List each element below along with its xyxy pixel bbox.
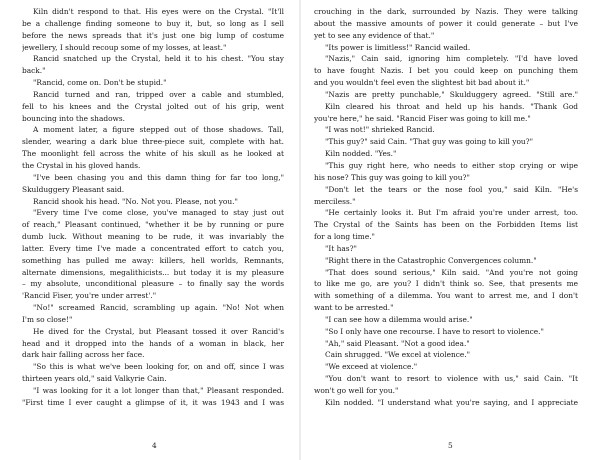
text-line: be a challenge finding someone to buy it, but, so long as I sell [22, 18, 284, 28]
text-line: jewellery, I should recoup some of my losses, at least." [22, 42, 227, 52]
text-line: dumb luck. Without meaning to be rude, it was invariably the [22, 232, 284, 242]
text-line: back." [22, 66, 46, 76]
text-line: Kiln nodded. "I understand what you're saying, and I appreciate [325, 397, 578, 407]
text-line: before the news spreads that it's just one big lump of costume [22, 30, 284, 40]
text-line: "Nazis," Cain said, ignoring him completely. "I'd have loved [325, 54, 578, 64]
text-line: the Crystal in his gloved hands. [22, 160, 141, 170]
text-line: and you wouldn't feel even the slightest bit bad about it." [314, 78, 530, 88]
text-line: head and it dropped into the hands of a woman in black, her [22, 338, 284, 348]
text-line: "Rancid, come on. Don't be stupid." [33, 78, 167, 88]
text-line: "Don't let the tears or the nose fool you," said Kiln. "He's [325, 184, 578, 194]
text-line: dark hair falling across her face. [22, 350, 145, 360]
text-line: Rancid snatched up the Crystal, held it to his chest. "You stay [33, 54, 284, 64]
text-line: "Ah," said Pleasant. "Not a good idea." [325, 338, 470, 348]
text-line: "Nazis are pretty punchable," Skulduggery agreed. "Still are." [325, 89, 578, 99]
text-line: thirteen years old," said Valkyrie Cain. [22, 374, 167, 384]
left-page-number: 4 [152, 441, 157, 451]
text-line: "This guy?" said Cain. "That guy was going to kill you?" [325, 137, 534, 147]
text-line: bouncing into the shadows. [22, 113, 125, 123]
text-line: A moment later, a figure stepped out of those shadows. Tall, [33, 125, 284, 135]
text-line: "He certainly looks it. But I'm afraid you're under arrest, too. [325, 208, 578, 218]
text-line: "I've been chasing you and this damn thing for far too long," [33, 172, 284, 182]
text-line: Cain shrugged. "We excel at violence." [325, 350, 471, 360]
text-line: "Right there in the Catastrophic Convergences column." [325, 255, 537, 265]
text-line: "This guy right here, who needs to either stop crying or wipe [325, 160, 578, 170]
right-page [300, 0, 600, 460]
text-line: "I can see how a dilemma would arise." [325, 314, 473, 324]
text-line: with something of a dilemma. You want to arrest me, and I don't [314, 291, 578, 301]
text-line: The moonlight fell across the white of his skull as he looked at [22, 149, 284, 159]
text-line: "I was not!" shrieked Rancid. [325, 125, 435, 135]
text-line: "I was looking for it a lot longer than that," Pleasant responded. [33, 386, 284, 395]
text-line: "You don't want to resort to violence with us," said Cain. "It [325, 374, 578, 384]
text-line: something has pulled me away: killers, hell worlds, Remnants, [22, 255, 284, 265]
text-line: to like me go, are you? I didn't think so. See, that presents me [314, 279, 578, 289]
text-line: latter. Every time I've made a concentrated effort to catch you, [22, 243, 284, 253]
text-line: fell to his knees and the Crystal jolted out of his grip, went [22, 101, 284, 111]
text-line: to have fought Nazis. I bet you could keep on punching them [314, 66, 578, 76]
text-line: want to be arrested." [314, 303, 394, 313]
text-line: "We exceed at violence." [325, 362, 418, 372]
text-line: "So I only have one recourse. I have to resort to violence." [325, 326, 544, 336]
text-line: "It has?" [325, 243, 357, 253]
right-page-number: 5 [448, 441, 453, 451]
text-line: his nose? This guy was going to kill you?" [314, 172, 470, 182]
right-page-text [314, 6, 578, 409]
text-line: "Every time I've come close, you've managed to stay just out [33, 208, 284, 218]
left-page-text [22, 6, 284, 409]
text-line: merciless." [314, 196, 356, 206]
text-line: won't go well for you." [314, 386, 399, 395]
text-line: crouching in the dark, surrounded by Nazis. They were talking [314, 7, 578, 16]
text-line: "First time I ever caught a glimpse of it, it was 1943 and I was [22, 397, 284, 407]
text-line: The Crystal of the Saints has been on the Forbidden Items list [314, 220, 578, 230]
text-line: you're here," he said. "Rancid Fiser was going to kill me." [314, 113, 531, 123]
text-line: – my absolute, unconditional pleasure – to finally say the words [22, 279, 284, 289]
text-line: about the massive amounts of power it could generate – but I've [314, 18, 578, 28]
text-line: Rancid turned and ran, tripped over a cable and stumbled, [33, 89, 284, 99]
text-line: "That does sound serious," Kiln said. "And you're not going [325, 267, 578, 277]
text-line: Kiln cleared his throat and held up his hands. "Thank God [325, 101, 578, 111]
text-line: Kiln didn't respond to that. His eyes were on the Crystal. "It'll [33, 7, 284, 16]
text-line: "No!" screamed Rancid, scrambling up again. "No! Not when [33, 303, 284, 313]
text-line: "So this is what we've been looking for, on and off, since I was [33, 362, 284, 372]
text-line: "Its power is limitless!" Rancid wailed. [325, 42, 471, 52]
text-line: for a long time." [314, 232, 375, 242]
text-line: I'm so close!" [22, 314, 73, 324]
text-line: yet to see any evidence of that." [314, 30, 435, 40]
text-line: Kiln nodded. "Yes." [325, 149, 397, 159]
text-line: Skulduggery Pleasant said. [22, 184, 125, 194]
text-line: slender, wearing a dark blue three-piece suit, complete with hat. [22, 137, 284, 147]
text-line: He dived for the Crystal, but Pleasant tossed it over Rancid's [33, 326, 284, 336]
text-line: 'Rancid Fiser, you're under arrest'." [22, 291, 157, 301]
text-line: of reach," Pleasant continued, "whether it be by running or pure [22, 220, 284, 230]
text-line: Rancid shook his head. "No. Not you. Please, not you." [33, 196, 238, 206]
text-line: alternate dimensions, megalithicists... but today it is my pleasure [22, 267, 284, 277]
